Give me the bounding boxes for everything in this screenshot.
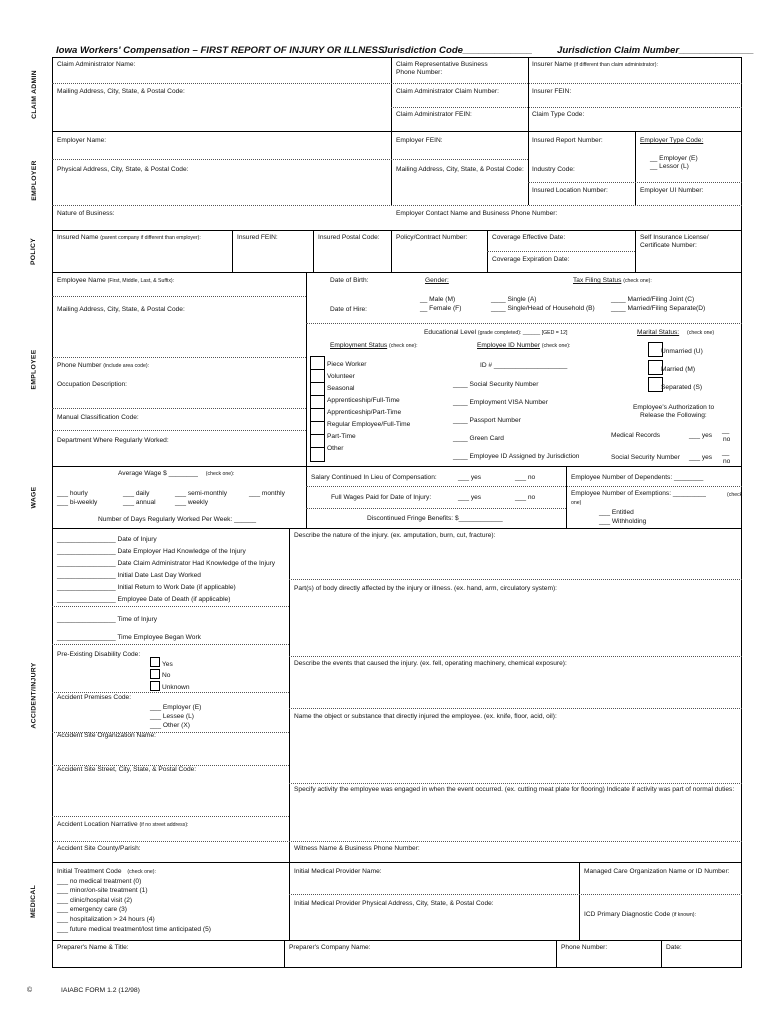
icd-diagnostic-code-field[interactable]: ICD Primary Diagnostic Code (if known): <box>584 911 696 918</box>
row-divider <box>52 408 306 409</box>
preexisting-checkbox[interactable] <box>150 657 160 667</box>
provider-address-field[interactable]: Initial Medical Provider Physical Address, City, State, & Postal Code: <box>294 900 494 907</box>
policy-contract-number-field[interactable]: Policy/Contract Number: <box>396 234 468 241</box>
site-street-address-field[interactable]: Accident Site Street, City, State, & Postal Code: <box>57 766 197 773</box>
events-causing-injury-field[interactable]: Describe the events that caused the injury. (ex. fell, operating machinery, chemical exposure): <box>294 660 567 667</box>
column-divider <box>232 230 233 272</box>
row-divider <box>289 708 742 709</box>
treatment-minor-option[interactable]: ___ minor/on-site treatment (1) <box>57 887 148 894</box>
row-divider <box>528 182 742 183</box>
authorization-label: Employee's Authorization to <box>633 404 715 411</box>
treatment-future-option[interactable]: ___ future medical treatment/lost time anticipated (5) <box>57 926 211 933</box>
section-divider <box>52 940 742 941</box>
body-parts-affected-field[interactable]: Part(s) of body directly affected by the injury or illness. (ex. hand, arm, circulatory system): <box>294 585 557 592</box>
status-regular-full-time[interactable]: Regular Employee/Full-Time <box>327 421 411 428</box>
exemption-entitled-option[interactable]: ___ Entitled <box>599 509 634 516</box>
release-medical-no-line: __ <box>722 427 730 434</box>
row-divider <box>289 894 742 895</box>
preparer-company-field[interactable]: Preparer's Company Name: <box>289 944 371 951</box>
last-day-worked-field[interactable]: ________________ Initial Date Last Day Worked <box>57 572 201 579</box>
employer-name-field[interactable]: Employer Name: <box>57 137 107 144</box>
claim-rep-phone-label: Phone Number: <box>396 69 443 76</box>
section-divider <box>52 528 742 529</box>
column-divider <box>635 230 636 272</box>
wage-biweekly-option[interactable]: ___ bi-weekly <box>57 499 98 506</box>
status-apprentice-full-time[interactable]: Apprenticeship/Full-Time <box>327 397 400 404</box>
id-visa-option[interactable]: ____ Employment VISA Number <box>453 399 548 406</box>
form-left-border <box>52 57 53 968</box>
form-number: IAIABC FORM 1.2 (12/98) <box>61 987 140 994</box>
employee-id-number-label: Employee ID Number (check one): <box>477 342 571 349</box>
gender-female-option[interactable]: __ Female (F) <box>420 305 462 312</box>
release-medical-records-label: Medical Records <box>611 432 661 439</box>
row-divider <box>52 296 306 297</box>
salary-continued-yes[interactable]: ___ yes <box>458 474 482 481</box>
employee-dependents-field[interactable]: Employee Number of Dependents: ________ <box>571 474 704 481</box>
employer-contact-field[interactable]: Employer Contact Name and Business Phone Number: <box>396 210 558 217</box>
column-divider <box>391 131 392 205</box>
educational-level-field[interactable]: Educational Level (grade completed): ______ [GED = 12] <box>424 329 568 336</box>
section-label-employee: EMPLOYEE <box>30 348 38 390</box>
site-organization-name-field[interactable]: Accident Site Organization Name: <box>57 732 156 739</box>
premises-lessee-option[interactable]: ___ Lessee (L) <box>150 713 194 720</box>
wage-annual-option[interactable]: ___ annual <box>123 499 156 506</box>
tax-filing-status-label: Tax Filing Status (check one): <box>573 277 652 284</box>
column-divider <box>284 940 285 967</box>
claim-type-code-field[interactable]: Claim Type Code: <box>532 111 585 118</box>
status-other[interactable]: Other <box>327 445 344 452</box>
exemptions-note: (check <box>727 492 743 498</box>
form-bottom-border <box>52 967 742 968</box>
salary-continued-label: Salary Continued In Lieu of Compensation: <box>311 474 437 481</box>
wage-monthly-option[interactable]: ___ monthly <box>249 490 285 497</box>
marital-unmarried[interactable]: Unmarried (U) <box>661 348 703 355</box>
preexisting-checkbox[interactable] <box>150 669 160 679</box>
date-admin-knowledge-field[interactable]: ________________ Date Claim Administrator Had Knowledge of the Injury <box>57 560 276 567</box>
status-seasonal[interactable]: Seasonal <box>327 385 355 392</box>
occupation-description-field[interactable]: Occupation Description: <box>57 381 128 388</box>
claim-rep-phone-field[interactable]: Claim Representative Business <box>396 61 488 68</box>
row-divider <box>52 357 306 358</box>
exemption-withholding-option[interactable]: ___ Withholding <box>599 518 647 525</box>
row-divider <box>52 83 742 84</box>
status-piece-worker[interactable]: Piece Worker <box>327 361 367 368</box>
date-of-birth-field[interactable]: Date of Birth: <box>330 277 369 284</box>
status-part-time[interactable]: Part-Time <box>327 433 356 440</box>
form-title: Iowa Workers' Compensation – FIRST REPORT OF INJURY OR ILLNESS <box>56 45 385 56</box>
marital-separated[interactable]: Separated (S) <box>661 384 703 391</box>
employee-mailing-address-field[interactable]: Mailing Address, City, State, & Postal Code: <box>57 306 185 313</box>
witness-name-phone-field[interactable]: Witness Name & Business Phone Number: <box>294 845 420 852</box>
wage-weekly-option[interactable]: ___ weekly <box>175 499 208 506</box>
wage-hourly-option[interactable]: ___ hourly <box>57 490 88 497</box>
employee-activity-field[interactable]: Specify activity the employee was engaged in when the event occurred. (ex. cutting meat plate for flooring) Indicate if activity was part of normal duties: <box>294 786 735 793</box>
employer-mailing-address-field[interactable]: Mailing Address, City, State, & Postal Code: <box>396 166 524 173</box>
column-divider <box>313 230 314 272</box>
section-divider <box>52 862 742 863</box>
column-divider <box>556 940 557 967</box>
date-of-death-field[interactable]: ________________ Employee Date of Death (if applicable) <box>57 596 231 603</box>
gender-label: Gender: <box>425 277 449 284</box>
employer-type-e-option[interactable]: __ Employer (E) <box>650 155 698 162</box>
status-apprentice-part-time[interactable]: Apprenticeship/Part-Time <box>327 409 402 416</box>
wage-semi-monthly-option[interactable]: ___ semi-monthly <box>175 490 228 497</box>
release-ssn-yes[interactable]: ___ yes <box>689 454 713 461</box>
wage-daily-option[interactable]: ___ daily <box>123 490 150 497</box>
release-medical-yes[interactable]: ___ yes <box>689 432 713 439</box>
row-divider <box>306 508 566 509</box>
column-divider <box>289 862 290 940</box>
row-divider <box>52 816 289 817</box>
premises-employer-option[interactable]: ___ Employer (E) <box>150 704 202 711</box>
nature-of-injury-field[interactable]: Describe the nature of the injury. (ex. amputation, burn, cut, fracture): <box>294 532 496 539</box>
row-divider <box>289 656 742 657</box>
date-of-injury-field[interactable]: ________________ Date of Injury <box>57 536 157 543</box>
tax-married-separate-option[interactable]: ____ Married/Filing Separate(D) <box>611 305 706 312</box>
column-divider <box>635 131 636 205</box>
phone-number-field[interactable]: Phone Number (include area code): <box>57 362 150 369</box>
location-narrative-field[interactable]: Accident Location Narrative (if no street address): <box>57 821 189 828</box>
tax-married-joint-option[interactable]: ____ Married/Filing Joint (C) <box>611 296 695 303</box>
self-insurance-certificate-label: Certificate Number: <box>640 242 697 249</box>
status-volunteer[interactable]: Volunteer <box>327 373 355 380</box>
initial-medical-provider-field[interactable]: Initial Medical Provider Name: <box>294 868 382 875</box>
claim-admin-claim-number-field[interactable]: Claim Administrator Claim Number: <box>396 88 499 95</box>
object-substance-field[interactable]: Name the object or substance that directly injured the employee. (ex. knife, floor, acid, oil): <box>294 713 557 720</box>
exemptions-note-2: one) <box>571 500 582 506</box>
section-label-claim-admin: CLAIM ADMIN <box>30 69 38 119</box>
insured-postal-code-field[interactable]: Insured Postal Code: <box>318 234 380 241</box>
managed-care-org-field[interactable]: Managed Care Organization Name or ID Number: <box>584 868 730 875</box>
section-divider <box>52 131 742 132</box>
row-divider <box>52 644 289 645</box>
form-right-border <box>741 57 742 968</box>
date-employer-knowledge-field[interactable]: ________________ Date Employer Had Knowledge of the Injury <box>57 548 246 555</box>
department-field[interactable]: Department Where Regularly Worked: <box>57 437 169 444</box>
section-label-accident-injury: ACCIDENT/INJURY <box>30 661 38 729</box>
section-label-policy: POLICY <box>30 237 38 265</box>
treatment-none-option[interactable]: ___ no medical treatment (0) <box>57 878 142 885</box>
accident-premises-label: Accident Premises Code: <box>57 694 132 701</box>
employer-ui-number-field[interactable]: Employer UI Number: <box>640 187 704 194</box>
preexisting-disability-label: Pre-Existing Disability Code: <box>57 651 141 658</box>
column-divider <box>528 131 529 205</box>
time-of-injury-field[interactable]: ________________ Time of Injury <box>57 616 158 623</box>
claim-admin-fein-field[interactable]: Claim Administrator FEIN: <box>396 111 472 118</box>
full-wages-yes[interactable]: ___ yes <box>458 494 482 501</box>
salary-continued-no[interactable]: ___ no <box>515 474 536 481</box>
premises-other-option[interactable]: ___ Other (X) <box>150 722 190 729</box>
preexisting-yes[interactable]: Yes <box>162 661 173 668</box>
row-divider <box>52 159 528 160</box>
row-divider <box>52 606 289 607</box>
insurer-fein-field[interactable]: Insurer FEIN: <box>532 88 572 95</box>
section-label-medical: MEDICAL <box>30 884 38 918</box>
initial-treatment-code-label: Initial Treatment Code (check one): <box>57 868 156 875</box>
row-divider <box>487 251 635 252</box>
jurisdiction-code-field[interactable]: Jurisdiction Code_____________ <box>382 45 533 56</box>
date-of-hire-field[interactable]: Date of Hire: <box>330 306 368 313</box>
column-divider <box>391 57 392 131</box>
site-county-field[interactable]: Accident Site County/Parish: <box>57 845 141 852</box>
return-to-work-date-field[interactable]: ________________ Initial Return to Work Date (if applicable) <box>57 584 236 591</box>
tax-single-option[interactable]: ____ Single (A) <box>491 296 537 303</box>
employment-status-label: Employment Status (check one): <box>330 342 418 349</box>
tax-head-of-household-option[interactable]: ____ Single/Head of Household (B) <box>491 305 595 312</box>
claim-administrator-name-field[interactable]: Claim Administrator Name: <box>57 61 136 68</box>
manual-classification-code-field[interactable]: Manual Classification Code: <box>57 414 139 421</box>
marital-status-label: Marital Status: (check one) <box>637 329 715 336</box>
row-divider <box>52 430 306 431</box>
row-divider <box>52 692 289 693</box>
id-ssn-option[interactable]: ____ Social Security Number <box>453 381 539 388</box>
nature-of-business-field[interactable]: Nature of Business: <box>57 210 115 217</box>
preexisting-unknown[interactable]: Unknown <box>162 684 190 691</box>
form-top-border <box>52 57 742 58</box>
row-divider <box>52 205 742 206</box>
column-divider <box>528 57 529 131</box>
column-divider <box>391 230 392 272</box>
jurisdiction-claim-number-field[interactable]: Jurisdiction Claim Number______________ <box>557 45 754 56</box>
column-divider <box>661 940 662 967</box>
coverage-expiration-date-field[interactable]: Coverage Expiration Date: <box>492 256 570 263</box>
row-divider <box>289 783 742 784</box>
release-medical-no[interactable]: no <box>723 436 731 443</box>
insurer-name-field[interactable]: Insurer Name (if different than claim administrator): <box>532 61 658 68</box>
release-ssn-label: Social Security Number <box>611 454 680 461</box>
preexisting-no[interactable]: No <box>162 672 171 679</box>
copyright-symbol: © <box>27 987 33 994</box>
section-divider <box>52 466 742 467</box>
industry-code-field[interactable]: Industry Code: <box>532 166 575 173</box>
row-divider <box>306 323 742 324</box>
id-passport-option[interactable]: ____ Passport Number <box>453 417 521 424</box>
column-divider <box>566 466 567 528</box>
time-began-work-field[interactable]: ________________ Time Employee Began Work <box>57 634 201 641</box>
employer-fein-field[interactable]: Employer FEIN: <box>396 137 443 144</box>
column-divider <box>579 862 580 940</box>
treatment-emergency-option[interactable]: ___ emergency care (3) <box>57 906 128 913</box>
self-insurance-license-field[interactable]: Self Insurance License/ <box>640 234 709 241</box>
id-jurisdiction-option[interactable]: ____ Employee ID Assigned by Jurisdiction <box>453 453 580 460</box>
preparer-name-title-field[interactable]: Preparer's Name & Title: <box>57 944 129 951</box>
id-green-card-option[interactable]: ____ Green Card <box>453 435 504 442</box>
release-ssn-no-line: __ <box>722 449 730 456</box>
preexisting-checkbox[interactable] <box>150 681 160 691</box>
employee-name-field[interactable]: Employee Name (First, Middle, Last, & Suffix): <box>57 277 175 284</box>
insured-report-number-field[interactable]: Insured Report Number: <box>532 137 603 144</box>
status-checkbox[interactable] <box>310 447 325 462</box>
section-divider <box>52 272 742 273</box>
coverage-effective-date-field[interactable]: Coverage Effective Date: <box>492 234 566 241</box>
column-divider <box>306 272 307 466</box>
full-wages-no[interactable]: ___ no <box>515 494 536 501</box>
preparer-date-field[interactable]: Date: <box>666 944 682 951</box>
treatment-clinic-option[interactable]: ___ clinic/hospital visit (2) <box>57 897 133 904</box>
discontinued-fringe-benefits-field[interactable]: Discontinued Fringe Benefits: $____________ <box>367 515 503 522</box>
row-divider <box>289 579 742 580</box>
days-worked-per-week-field[interactable]: Number of Days Regularly Worked Per Week: ______ <box>98 516 257 523</box>
treatment-hospitalization-option[interactable]: ___ hospitalization > 24 hours (4) <box>57 916 155 923</box>
section-label-employer: EMPLOYER <box>30 160 38 201</box>
average-wage-field[interactable]: Average Wage $ ________ (check one): <box>118 470 235 477</box>
gender-male-option[interactable]: __ Male (M) <box>420 296 456 303</box>
row-divider <box>306 486 742 487</box>
preparer-phone-field[interactable]: Phone Number: <box>561 944 608 951</box>
full-wages-paid-label: Full Wages Paid for Date of Injury: <box>331 494 432 501</box>
section-label-wage: WAGE <box>30 486 38 508</box>
marital-married[interactable]: Married (M) <box>661 366 696 373</box>
claim-admin-mailing-address-field[interactable]: Mailing Address, City, State, & Postal Code: <box>57 88 185 95</box>
employee-exemptions-field[interactable]: Employee Number of Exemptions: _________ <box>571 490 706 497</box>
insured-name-field[interactable]: Insured Name (parent company if different than employer): <box>57 234 201 241</box>
id-number-field[interactable]: ID # ____________________ <box>480 362 568 369</box>
employer-type-l-option[interactable]: __ Lessor (L) <box>650 163 689 170</box>
insured-location-number-field[interactable]: Insured Location Number: <box>532 187 608 194</box>
release-ssn-no[interactable]: no <box>723 458 731 465</box>
section-divider <box>52 230 742 231</box>
employer-type-code-label: Employer Type Code: <box>640 137 704 144</box>
insured-fein-field[interactable]: Insured FEIN: <box>237 234 278 241</box>
employer-physical-address-field[interactable]: Physical Address, City, State, & Postal Code: <box>57 166 189 173</box>
row-divider <box>391 107 742 108</box>
column-divider <box>306 466 307 528</box>
row-divider <box>52 841 742 842</box>
authorization-label-2: Release the Following: <box>640 412 707 419</box>
